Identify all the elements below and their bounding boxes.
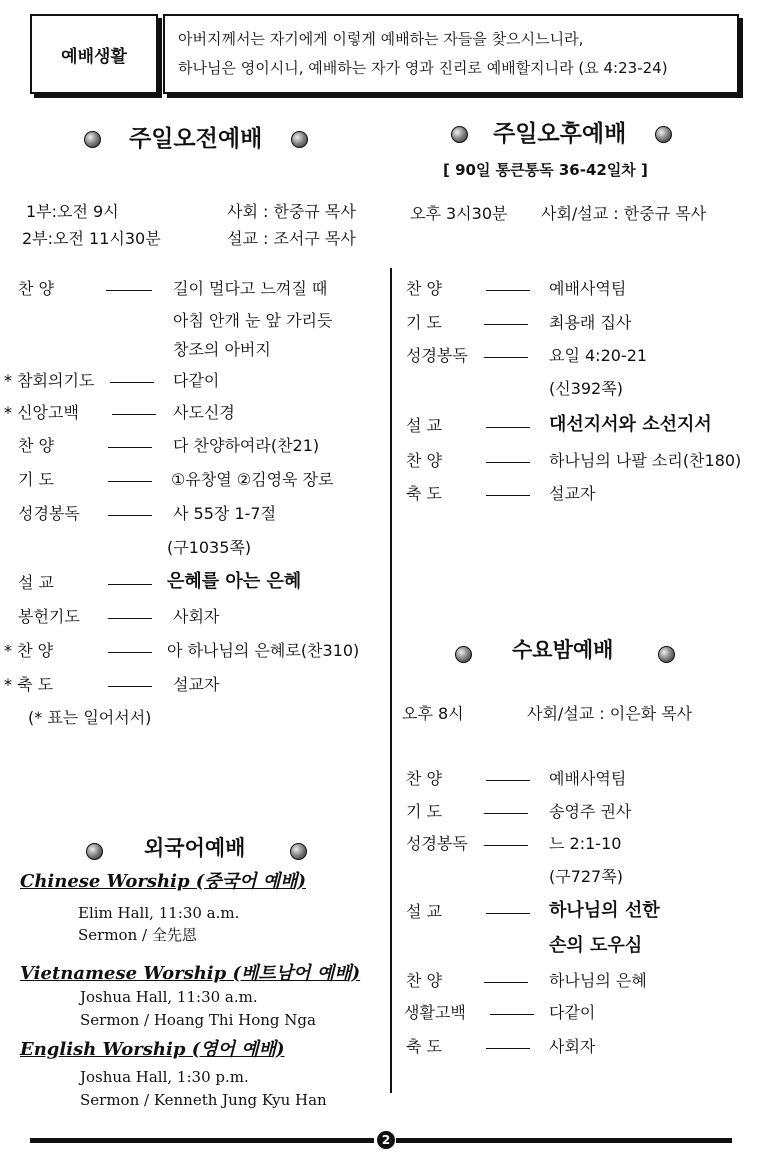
morning-leader-1: 사회 : 한중규 목사	[227, 202, 356, 221]
morning-row-value: 아 하나님의 은혜로(찬310)	[167, 641, 360, 660]
afternoon-leader: 사회/설교 : 한중규 목사	[541, 204, 707, 223]
row-dash	[108, 584, 152, 585]
morning-row-value: (구1035쪽)	[167, 538, 252, 557]
column-divider	[390, 268, 392, 1093]
morning-row-value: 아침 안개 눈 앞 가리듯	[173, 311, 333, 330]
morning-row-label: * 신앙고백	[4, 403, 79, 422]
morning-row-label: * 참회의기도	[4, 371, 95, 390]
row-dash	[484, 324, 528, 325]
morning-row-value: 다 찬양하여라(찬21)	[173, 436, 320, 455]
morning-row-label: 성경봉독	[18, 504, 80, 523]
verse-line-2: 하나님은 영이시니, 예배하는 자가 영과 진리로 예배할지니라 (요 4:23-24)	[178, 59, 668, 77]
row-dash	[108, 515, 152, 516]
wednesday-row-value: 사회자	[549, 1037, 596, 1056]
vietnamese-worship-place: Joshua Hall, 11:30 a.m.	[80, 988, 258, 1006]
morning-row-value: 사도신경	[173, 403, 235, 422]
afternoon-row-label: 기 도	[406, 313, 442, 332]
row-dash	[486, 290, 530, 291]
wednesday-row-value: 하나님의 은혜	[549, 971, 647, 990]
bullet-icon	[86, 843, 103, 860]
wednesday-row-label: 기 도	[406, 802, 442, 821]
afternoon-row-value: 요일 4:20-21	[549, 346, 648, 365]
chinese-worship-place: Elim Hall, 11:30 a.m.	[78, 904, 240, 922]
wednesday-row-label: 성경봉독	[406, 834, 468, 853]
bullet-icon	[655, 126, 672, 143]
wednesday-time: 오후 8시	[402, 704, 464, 723]
wednesday-row-label: 축 도	[406, 1037, 442, 1056]
english-worship-place: Joshua Hall, 1:30 p.m.	[80, 1068, 249, 1086]
wednesday-row-value: 다같이	[549, 1003, 596, 1022]
wednesday-sermon-title-1: 하나님의 선한	[549, 900, 660, 921]
morning-title: 주일오전예배	[129, 126, 263, 152]
row-dash	[490, 1014, 534, 1015]
chinese-worship-title: Chinese Worship (중국어 예배)	[20, 871, 307, 892]
morning-row-value: 사회자	[173, 607, 220, 626]
afternoon-sermon-title: 대선지서와 소선지서	[549, 414, 712, 435]
morning-note: (* 표는 일어서서)	[28, 708, 152, 727]
row-dash	[486, 1048, 530, 1049]
morning-row-value: 다같이	[173, 371, 220, 390]
morning-row-label: 찬 양	[18, 279, 54, 298]
morning-row-label: 설 교	[18, 573, 54, 592]
morning-row-value: 창조의 아버지	[173, 340, 271, 359]
wednesday-row-label: 설 교	[406, 902, 442, 921]
wednesday-row-label: 찬 양	[406, 769, 442, 788]
page-number: 2	[381, 1133, 391, 1147]
afternoon-row-label: 찬 양	[406, 451, 442, 470]
verse-box	[163, 14, 739, 94]
wednesday-row-value: 예배사역팀	[549, 769, 627, 788]
row-dash	[108, 481, 152, 482]
vietnamese-worship-title: Vietnamese Worship (베트남어 예배)	[20, 963, 361, 984]
afternoon-subtitle: [ 90일 통큰통독 36-42일차 ]	[443, 161, 648, 179]
english-worship-sermon: Sermon / Kenneth Jung Kyu Han	[80, 1091, 327, 1109]
morning-leader-2: 설교 : 조서구 목사	[227, 229, 356, 248]
wednesday-row-label: 생활고백	[404, 1003, 466, 1022]
footer-rule-left	[30, 1138, 374, 1143]
afternoon-row-value: 최용래 집사	[549, 313, 632, 332]
row-dash	[486, 427, 530, 428]
wednesday-title: 수요밤예배	[512, 638, 614, 662]
row-dash	[112, 414, 156, 415]
wednesday-sermon-title-2: 손의 도우심	[549, 935, 643, 956]
bullet-icon	[455, 646, 472, 663]
verse-line-1: 아버지께서는 자기에게 이렇게 예배하는 자들을 찾으시느니라,	[178, 30, 584, 48]
row-dash	[106, 290, 152, 291]
morning-row-value: 설교자	[173, 675, 220, 694]
wednesday-row-value: 느 2:1-10	[549, 834, 622, 853]
wednesday-row-label: 찬 양	[406, 971, 442, 990]
morning-row-label: * 찬 양	[4, 641, 54, 660]
row-dash	[108, 618, 152, 619]
afternoon-row-value: (신392쪽)	[549, 379, 623, 398]
english-worship-title: English Worship (영어 예배)	[20, 1039, 285, 1060]
morning-time-1: 1부:오전 9시	[26, 202, 119, 221]
wednesday-row-value: 송영주 권사	[549, 802, 632, 821]
afternoon-row-value: 하나님의 나팔 소리(찬180)	[549, 451, 742, 470]
afternoon-title: 주일오후예배	[493, 121, 627, 147]
morning-row-value: 길이 멀다고 느껴질 때	[173, 279, 328, 298]
row-dash	[108, 652, 152, 653]
row-dash	[108, 686, 152, 687]
row-dash	[486, 462, 530, 463]
afternoon-row-label: 성경봉독	[406, 346, 468, 365]
morning-sermon-title: 은혜를 아는 은혜	[167, 571, 302, 592]
morning-row-label: 찬 양	[18, 436, 54, 455]
row-dash	[484, 357, 528, 358]
row-dash	[108, 447, 152, 448]
row-dash	[110, 382, 154, 383]
morning-row-label: 기 도	[18, 470, 54, 489]
afternoon-row-label: 축 도	[406, 484, 442, 503]
row-dash	[484, 982, 528, 983]
morning-row-label: * 축 도	[4, 675, 54, 694]
bullet-icon	[290, 843, 307, 860]
footer-rule-right	[396, 1138, 732, 1143]
afternoon-row-label: 설 교	[406, 416, 442, 435]
afternoon-row-value: 설교자	[549, 484, 596, 503]
afternoon-row-value: 예배사역팀	[549, 279, 627, 298]
wednesday-row-value: (구727쪽)	[549, 867, 623, 886]
bullet-icon	[84, 131, 101, 148]
row-dash	[484, 845, 528, 846]
morning-time-2: 2부:오전 11시30분	[22, 229, 161, 248]
bullet-icon	[291, 131, 308, 148]
morning-row-label: 봉헌기도	[18, 607, 80, 626]
row-dash	[484, 813, 528, 814]
bullet-icon	[451, 126, 468, 143]
header-label-box	[30, 14, 158, 94]
chinese-worship-sermon: Sermon / 全先恩	[78, 926, 197, 944]
vietnamese-worship-sermon: Sermon / Hoang Thi Hong Nga	[80, 1011, 316, 1029]
row-dash	[486, 780, 530, 781]
header-label: 예배생활	[61, 46, 127, 67]
row-dash	[486, 913, 530, 914]
page-number-badge	[377, 1131, 395, 1149]
bullet-icon	[658, 646, 675, 663]
morning-row-value: 사 55장 1-7절	[173, 504, 277, 523]
afternoon-time: 오후 3시30분	[410, 204, 508, 223]
foreign-title: 외국어예배	[144, 836, 246, 860]
morning-row-value: ①유창열 ②김영욱 장로	[171, 470, 334, 489]
afternoon-row-label: 찬 양	[406, 279, 442, 298]
wednesday-leader: 사회/설교 : 이은화 목사	[527, 704, 693, 723]
row-dash	[486, 495, 530, 496]
